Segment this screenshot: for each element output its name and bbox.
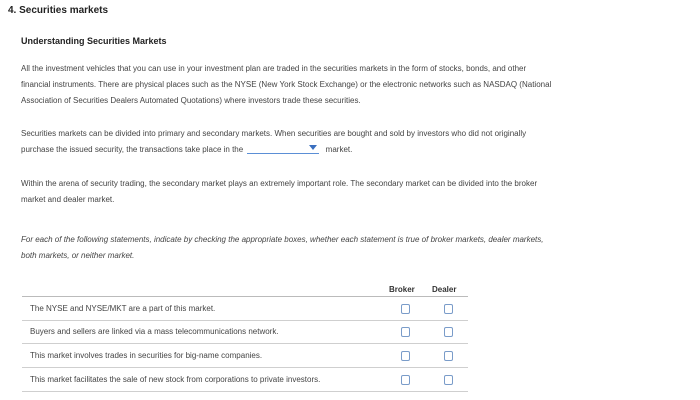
- table-row: [22, 344, 468, 368]
- arena-paragraph: [21, 176, 661, 208]
- intro-paragraph: [21, 61, 661, 109]
- intro-line: Association of Securities Dealers Automated Quotations) where investors trade these securities.: [21, 96, 361, 105]
- chevron-down-icon: [309, 145, 317, 150]
- broker-checkbox[interactable]: [401, 375, 410, 385]
- market-type-dropdown[interactable]: [247, 143, 319, 154]
- instructions-line: For each of the following statements, indicate by checking the appropriate boxes, whether each statement is true of broker markets, dealer markets,: [21, 235, 544, 244]
- dealer-checkbox[interactable]: [444, 304, 453, 314]
- markets-line: [21, 142, 661, 158]
- instructions-line: both markets, or neither market.: [21, 251, 135, 260]
- markets-text-before: purchase the issued security, the transactions take place in the: [21, 145, 244, 154]
- arena-line: Within the arena of security trading, the secondary market plays an extremely important role. The secondary market can be divided into the broker: [21, 179, 538, 188]
- statement-text: Buyers and sellers are linked via a mass telecommunications network.: [30, 327, 279, 336]
- broker-checkbox[interactable]: [401, 327, 410, 337]
- markets-paragraph: [21, 126, 661, 158]
- statement-text: This market facilitates the sale of new stock from corporations to private investors.: [30, 375, 321, 384]
- statement-text: The NYSE and NYSE/MKT are a part of this market.: [30, 304, 216, 313]
- instructions-paragraph: [21, 232, 661, 264]
- broker-checkbox[interactable]: [401, 304, 410, 314]
- markets-text-after: market.: [325, 145, 353, 154]
- intro-line: All the investment vehicles that you can use in your investment plan are traded in the securities markets in the form of stocks, bonds, and other: [21, 64, 527, 73]
- arena-line: market and dealer market.: [21, 195, 115, 204]
- page-title: 4. Securities markets: [8, 5, 109, 16]
- column-header-dealer: Dealer: [432, 285, 457, 294]
- dealer-checkbox[interactable]: [444, 351, 453, 361]
- table-row: [22, 368, 468, 392]
- dealer-checkbox[interactable]: [444, 327, 453, 337]
- broker-checkbox[interactable]: [401, 351, 410, 361]
- statement-text: This market involves trades in securities for big-name companies.: [30, 351, 263, 360]
- section-title: Understanding Securities Markets: [21, 36, 167, 46]
- column-header-broker: Broker: [389, 285, 415, 294]
- markets-line: Securities markets can be divided into primary and secondary markets. When securities are bought and sold by investors who did not originally: [21, 129, 527, 138]
- table-row: [22, 320, 468, 344]
- table-row: [22, 296, 468, 321]
- dealer-checkbox[interactable]: [444, 375, 453, 385]
- intro-line: financial instruments. There are physical places such as the NYSE (New York Stock Exchange) or the electronic networks such as NASDAQ (National: [21, 80, 552, 89]
